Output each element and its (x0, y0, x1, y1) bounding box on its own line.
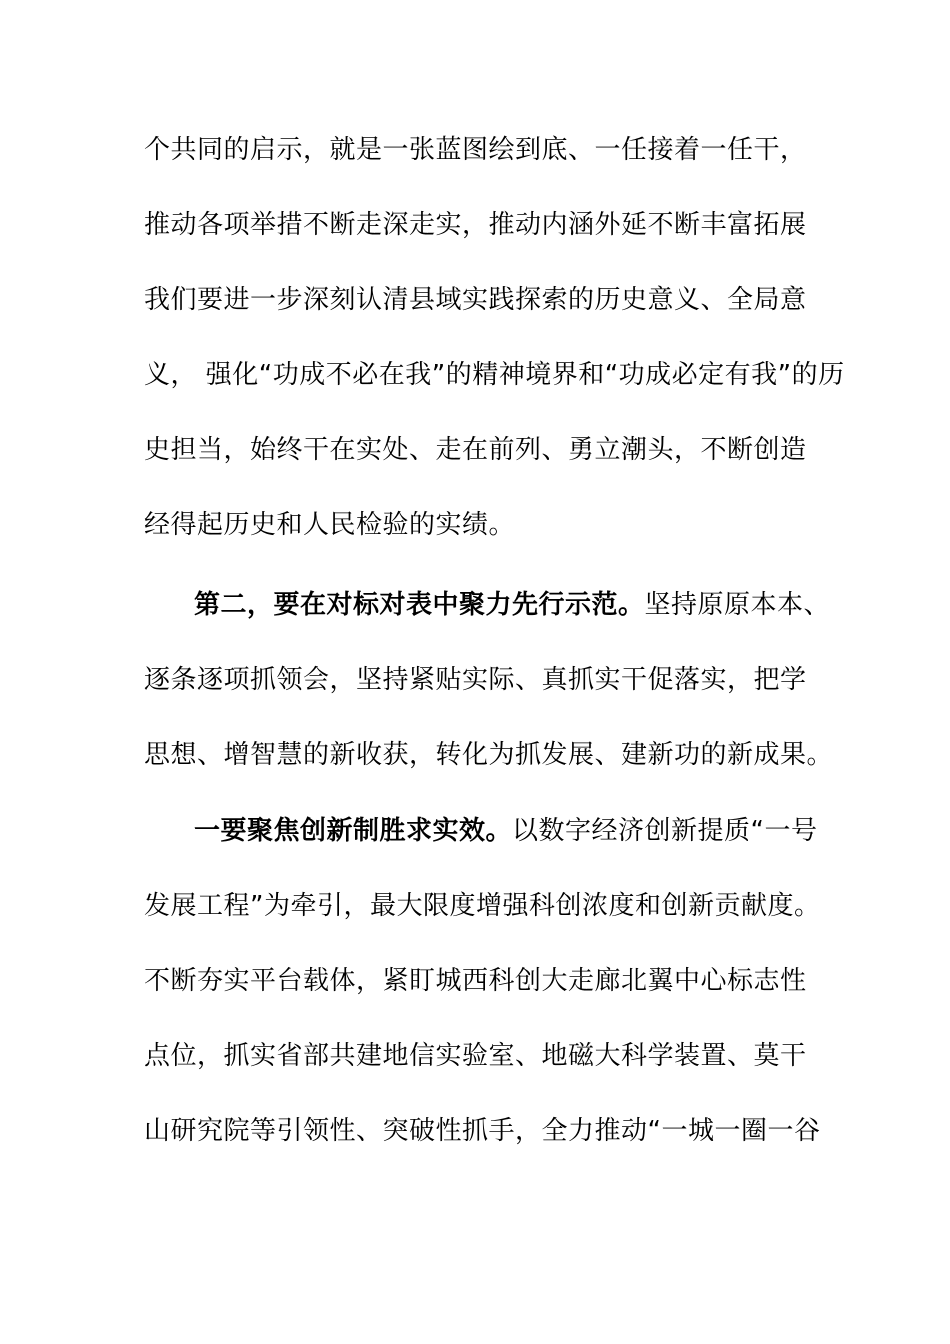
line-text: 史担当，始终干在实处、走在前列、勇立潮头，不断创造 (144, 435, 807, 465)
line-text: 逐条逐项抓领会，坚持紧贴实际、真抓实干促落实，把学 (144, 665, 807, 695)
section-heading: 第二，要在对标对表中聚力先行示范。 (194, 590, 645, 620)
line-text: 不断夯实平台载体，紧盯城西科创大走廊北翼中心标志性 (144, 966, 807, 996)
line-text: 义， 强化“功成不必在我”的精神境界和“功成必定有我”的历 (144, 360, 845, 390)
line-text: 发展工程”为牵引，最大限度增强科创浓度和创新贡献度。 (144, 891, 821, 921)
paragraph-line (144, 1039, 844, 1073)
line-text: 经得起历史和人民检验的实绩。 (144, 510, 516, 540)
subsection-heading-line (194, 814, 894, 848)
paragraph-line (144, 508, 844, 542)
subsection-heading: 一要聚焦创新制胜求实效。 (194, 816, 513, 846)
paragraph-line (144, 889, 844, 923)
section-heading-line (194, 588, 894, 622)
line-text: 推动各项举措不断走深走实，推动内涵外延不断丰富拓展 (144, 210, 807, 240)
paragraph-line (144, 133, 844, 167)
paragraph-line (144, 738, 844, 772)
line-text: 思想、增智慧的新收获，转化为抓发展、建新功的新成果。 (144, 740, 834, 770)
line-text: 我们要进一步深刻认清县域实践探索的历史意义、全局意 (144, 285, 807, 315)
line-text: 山研究院等引领性、突破性抓手，全力推动“一城一圈一谷 (144, 1116, 821, 1146)
paragraph-line (144, 663, 844, 697)
paragraph-line (144, 208, 844, 242)
line-text: 坚持原原本本、 (644, 590, 831, 620)
line-text: 以数字经济创新提质“一号 (512, 816, 818, 846)
paragraph-line (144, 1114, 844, 1148)
paragraph-line (144, 283, 844, 317)
line-text: 个共同的启示，就是一张蓝图绘到底、一任接着一任干， (144, 135, 807, 165)
paragraph-line (144, 964, 844, 998)
paragraph-line (144, 433, 844, 467)
paragraph-line (144, 358, 844, 392)
line-text: 点位，抓实省部共建地信实验室、地磁大科学装置、莫干 (144, 1041, 807, 1071)
